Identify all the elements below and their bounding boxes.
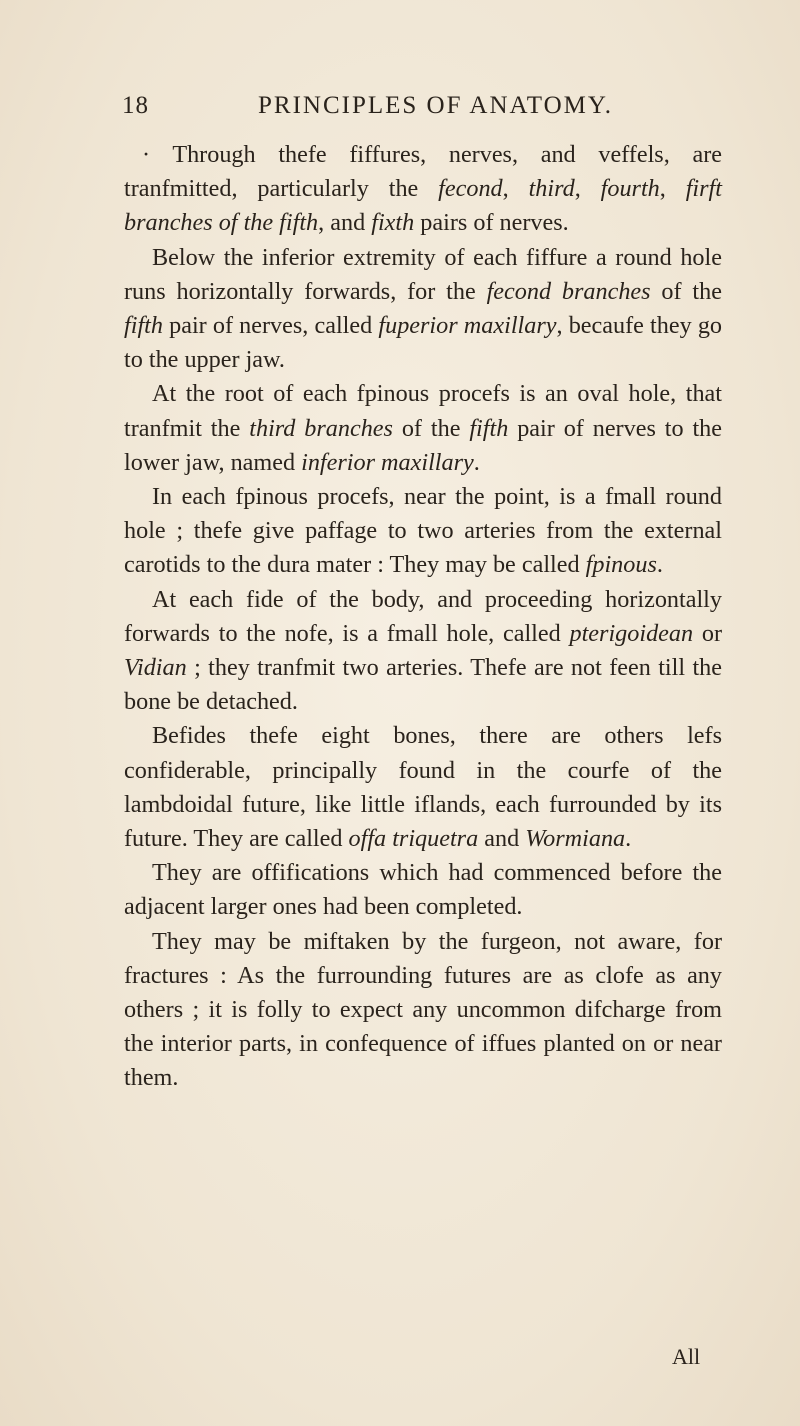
italic-term: fecond [438,175,503,203]
text-run: In each fpinous procefs, near the point, is a fmall round hole ; thefe give paffage to two arteries from the external carotids to the dura mater : They may be called [124,483,722,579]
text-run: Below the inferior extremity of each fiffure a round hole runs horizontally forwards, for the [124,243,722,305]
catchword: All [672,1344,701,1369]
italic-term: pterigoidean [569,619,694,647]
text-run: , and [318,209,372,237]
text-run: ; they tranfmit two arteries. Thefe are not feen till the bone be detached. [124,654,722,716]
italic-term: fixth [371,209,415,237]
text-run: . [656,551,663,579]
text-run: , [502,175,529,203]
text-run: or [693,619,722,647]
text-run: of the [392,414,470,442]
text-run: At the root of each fpinous procefs is an oval hole, that tranfmit the [124,380,722,442]
paragraph [124,583,722,720]
text-run: , [659,175,686,203]
text-run: pair of nerves, called [162,312,379,340]
paragraph [124,856,722,924]
text-run: At each fide of the body, and proceeding horizontally forwards to the nofe, is a fmall hole, called [124,585,722,647]
text-run: They are offifications which had commenced before the adjacent larger ones had been completed. [124,859,722,921]
paragraph [124,719,722,856]
text-run: Befides thefe eight bones, there are others lefs confiderable, principally found in the courfe of the lambdoidal future, like little iflands, each furrounded by its future. They are called [124,722,722,853]
italic-term: fourth [600,175,660,203]
text-run: of the [650,277,722,305]
paragraph [124,925,722,1096]
paragraph [124,241,722,378]
italic-term: third [528,175,575,203]
italic-term: fifth [469,414,509,442]
text-run: . [625,825,632,853]
italic-term: fuperior maxillary [378,312,557,340]
italic-term: Vidian [124,654,187,682]
text-run: , [574,175,601,203]
italic-term: inferior maxillary [301,448,474,476]
text-run: pair of nerves to the lower jaw, named [124,414,722,476]
italic-term: fecond branches [486,277,651,305]
text-run: , becaufe they go to the upper jaw. [124,312,723,374]
body-text [124,138,722,1096]
text-run: They may be miftaken by the furgeon, not aware, for fractures : As the furrounding futures are as clofe as any others ; it is folly to expect any uncommon difcharge from the interior parts, in confequence of iffues planted on or near them. [124,927,722,1092]
text-run: pairs of nerves. [414,209,569,237]
paragraph [124,138,722,241]
running-head: PRINCIPLES OF ANATOMY. [258,92,613,119]
italic-term: Wormiana [525,825,626,853]
text-run: and [478,825,526,853]
paragraph [124,480,722,583]
page-number: 18 [122,92,149,119]
italic-term: third branches [249,414,393,442]
text-run: · Through thefe fiffures, nerves, and veffels, are tranfmitted, particularly the [124,141,722,203]
text-run: . [473,448,480,476]
page-header [122,92,742,132]
italic-term: firft branches of the fifth [124,175,722,237]
italic-term: fifth [124,312,163,340]
italic-term: offa triquetra [348,825,479,853]
paragraph [124,377,722,480]
italic-term: fpinous [585,551,657,579]
